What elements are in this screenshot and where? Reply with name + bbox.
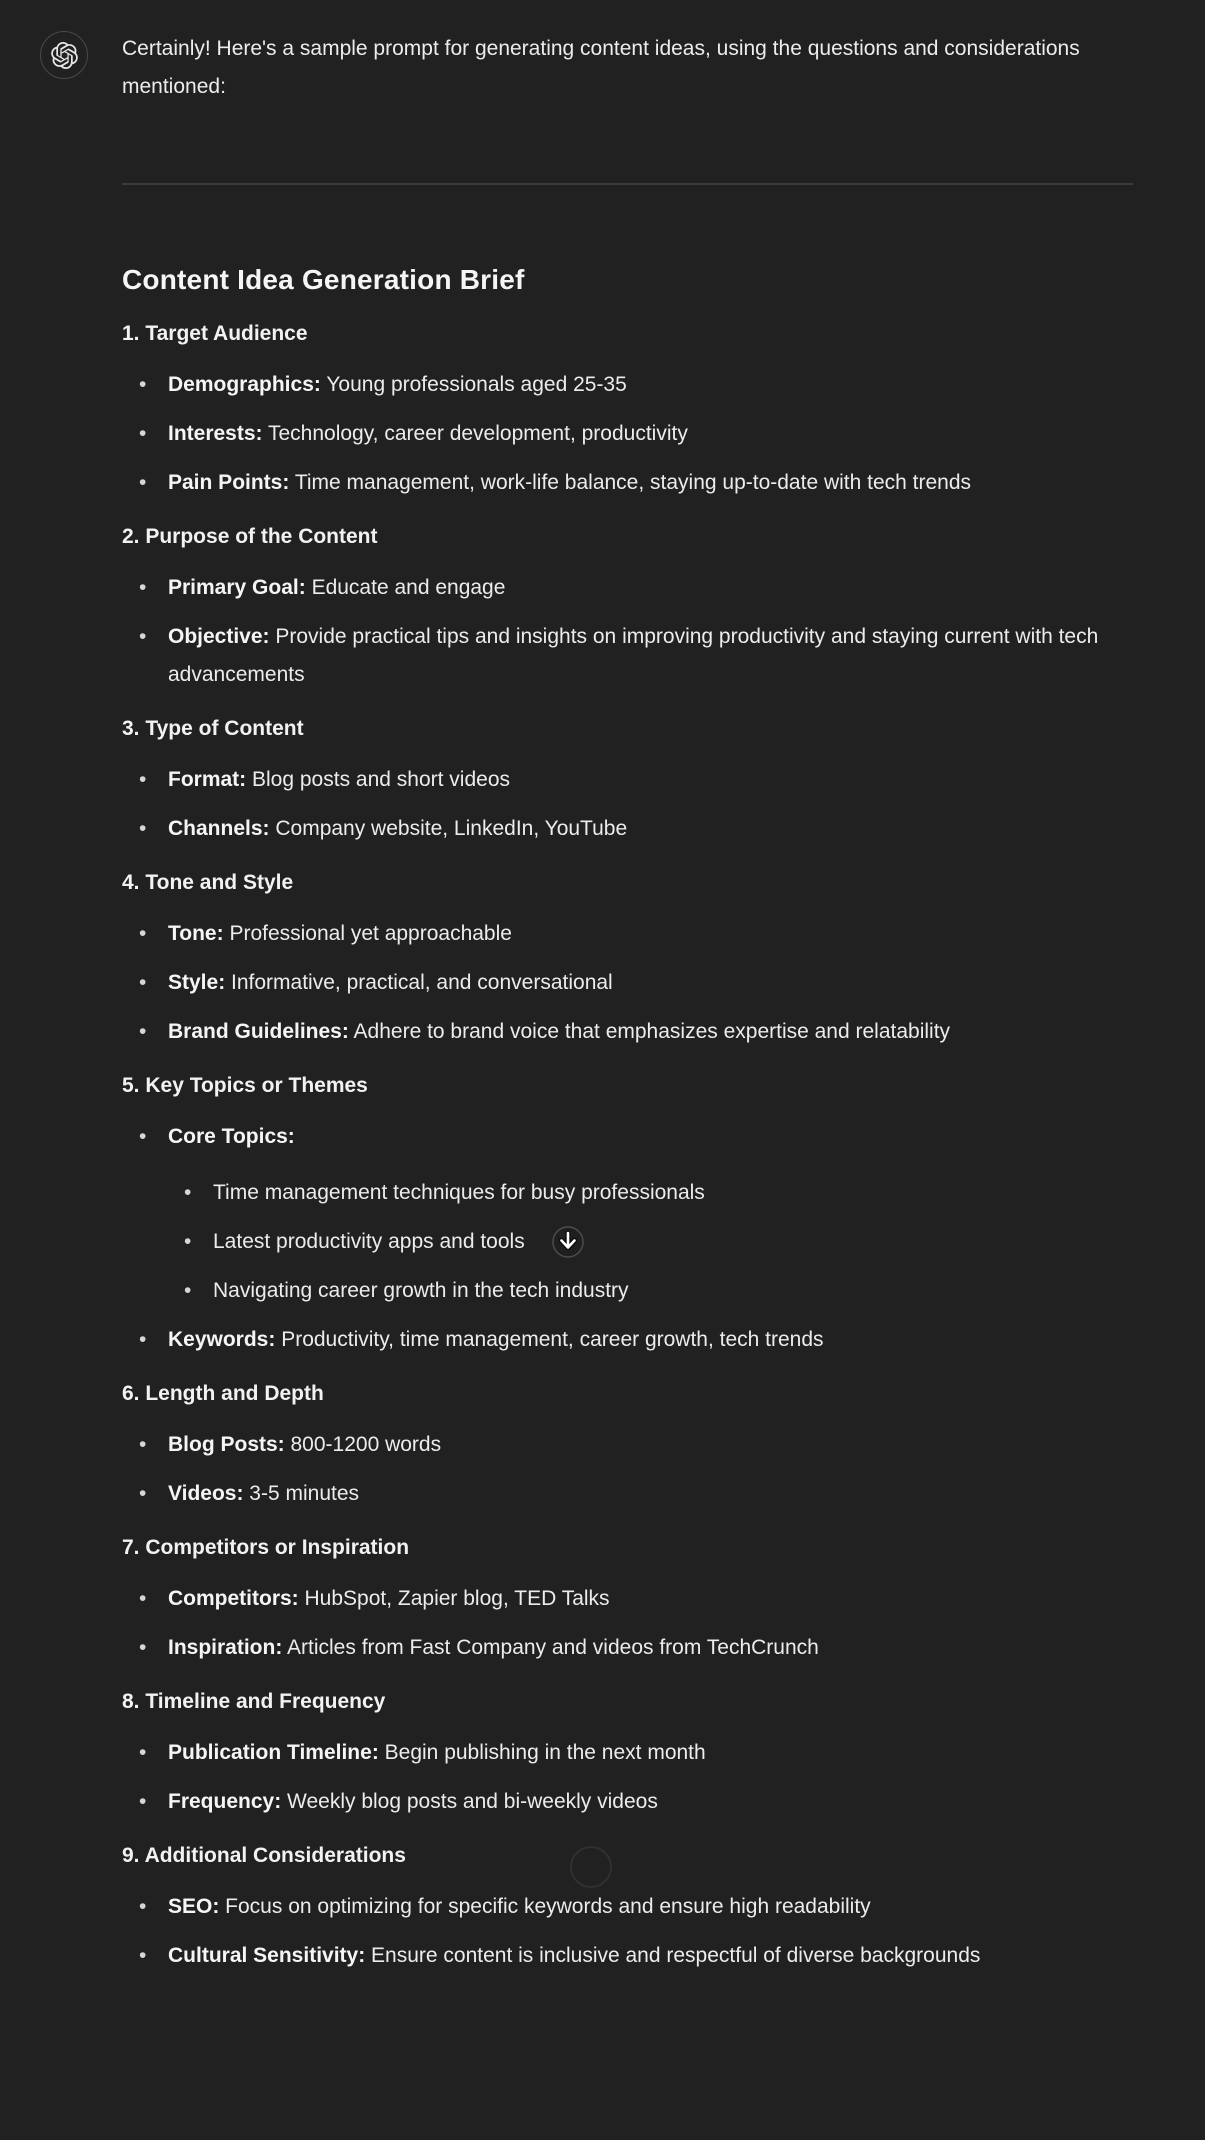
item-label: Cultural Sensitivity: <box>168 1944 366 1967</box>
section-heading: 7. Competitors or Inspiration <box>122 1536 410 1559</box>
item-label: Frequency: <box>168 1790 282 1813</box>
section-heading: 9. Additional Considerations <box>122 1844 406 1867</box>
section-heading: 8. Timeline and Frequency <box>122 1690 386 1713</box>
sub-list-item: • Navigating career growth in the tech industry <box>213 1272 1133 1310</box>
section-heading: 5. Key Topics or Themes <box>122 1074 368 1097</box>
list-item: • Frequency: Weekly blog posts and bi-weekly videos <box>168 1783 1133 1821</box>
list-item: • Demographics: Young professionals aged 25-35 <box>168 366 1133 404</box>
list-item: • Inspiration: Articles from Fast Company and videos from TechCrunch <box>168 1629 1133 1667</box>
section-list <box>122 1118 1133 1359</box>
section-heading: 3. Type of Content <box>122 717 304 740</box>
list-item: • SEO: Focus on optimizing for specific keywords and ensure high readability <box>168 1888 1133 1926</box>
brief-title: Content Idea Generation Brief <box>122 264 525 295</box>
brief-sections <box>122 315 1133 1975</box>
item-label: Style: <box>168 971 226 994</box>
section-list <box>122 1426 1133 1513</box>
list-item: • Primary Goal: Educate and engage <box>168 569 1133 607</box>
item-label: Tone: <box>168 922 224 945</box>
item-label: Inspiration: <box>168 1636 283 1659</box>
list-item: • Keywords: Productivity, time management, career growth, tech trends <box>168 1321 1133 1359</box>
section-list <box>122 915 1133 1051</box>
list-item: • Pain Points: Time management, work-life balance, staying up-to-date with tech trends <box>168 464 1133 502</box>
divider <box>122 183 1133 185</box>
section-heading: 2. Purpose of the Content <box>122 525 378 548</box>
section-heading: 6. Length and Depth <box>122 1382 324 1405</box>
item-label: Keywords: <box>168 1328 276 1351</box>
item-label: Competitors: <box>168 1587 299 1610</box>
openai-logo-icon <box>51 42 78 69</box>
list-item: • Publication Timeline: Begin publishing in the next month <box>168 1734 1133 1772</box>
section-list <box>122 366 1133 502</box>
section-list <box>122 1888 1133 1975</box>
list-item: • Tone: Professional yet approachable <box>168 915 1133 953</box>
section-heading: 1. Target Audience <box>122 322 308 345</box>
item-label: Demographics: <box>168 373 321 396</box>
item-label: Blog Posts: <box>168 1433 285 1456</box>
list-item: • Objective: Provide practical tips and insights on improving productivity and staying current with tech advancements <box>168 618 1133 694</box>
list-item <box>168 1118 1133 1310</box>
section-heading: 4. Tone and Style <box>122 871 294 894</box>
item-label: Format: <box>168 768 247 791</box>
assistant-message <box>122 0 1133 1975</box>
item-label: Channels: <box>168 817 270 840</box>
list-item: • Blog Posts: 800-1200 words <box>168 1426 1133 1464</box>
item-label: SEO: <box>168 1895 220 1918</box>
item-label: Interests: <box>168 422 263 445</box>
list-item: • Interests: Technology, career development, productivity <box>168 415 1133 453</box>
list-item: • Style: Informative, practical, and conversational <box>168 964 1133 1002</box>
sub-list-item: • Latest productivity apps and tools <box>213 1223 1133 1261</box>
list-item: • Channels: Company website, LinkedIn, YouTube <box>168 810 1133 848</box>
sub-list <box>168 1174 1133 1310</box>
item-label: Publication Timeline: <box>168 1741 379 1764</box>
item-label: Brand Guidelines: <box>168 1020 349 1043</box>
list-item: • Brand Guidelines: Adhere to brand voice that emphasizes expertise and relatability <box>168 1013 1133 1051</box>
item-label: Objective: <box>168 625 270 648</box>
list-item: • Cultural Sensitivity: Ensure content is inclusive and respectful of diverse backgrounds <box>168 1937 1133 1975</box>
assistant-avatar <box>40 31 88 79</box>
item-label: Primary Goal: <box>168 576 306 599</box>
item-label: Pain Points: <box>168 471 290 494</box>
section-list <box>122 761 1133 848</box>
item-label: Videos: <box>168 1482 244 1505</box>
list-item: • Format: Blog posts and short videos <box>168 761 1133 799</box>
sub-list-item: • Time management techniques for busy professionals <box>213 1174 1133 1212</box>
item-label: Core Topics: <box>168 1125 295 1148</box>
intro-paragraph: Certainly! Here's a sample prompt for generating content ideas, using the questions and considerations mentioned: <box>122 37 1080 98</box>
section-list <box>122 1734 1133 1821</box>
section-list <box>122 1580 1133 1667</box>
section-list <box>122 569 1133 694</box>
list-item: • Competitors: HubSpot, Zapier blog, TED Talks <box>168 1580 1133 1618</box>
list-item: • Videos: 3-5 minutes <box>168 1475 1133 1513</box>
